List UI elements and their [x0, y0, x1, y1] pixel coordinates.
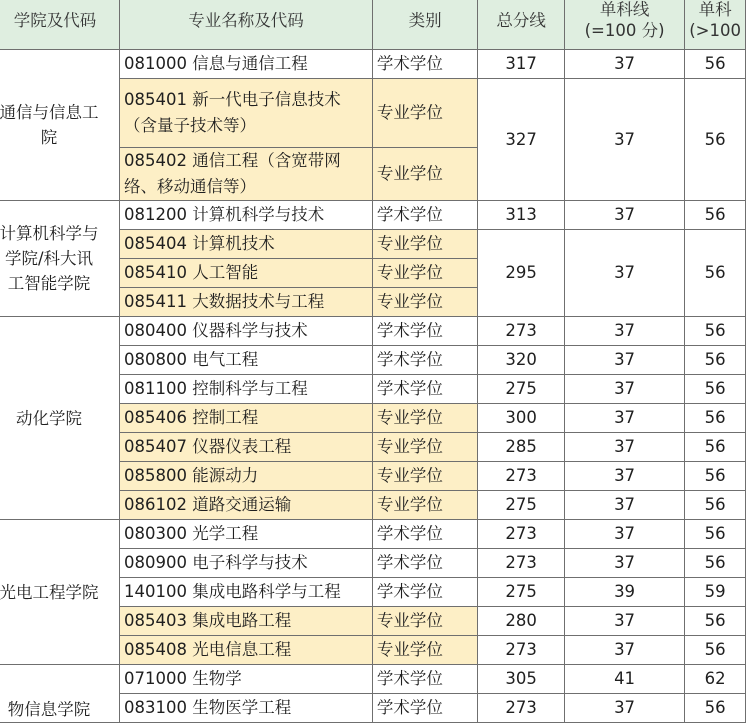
- header-single-b: [685, 0, 746, 50]
- major-cell: 085403 集成电路工程: [120, 607, 373, 636]
- single-b-cell: 56: [685, 520, 746, 549]
- single-b-cell: 62: [685, 665, 746, 694]
- major-cell: 083100 生物医学工程: [120, 694, 373, 723]
- total-score-cell: 305: [478, 665, 565, 694]
- category-cell: 学术学位: [372, 317, 477, 346]
- header-category: 类别: [372, 0, 477, 50]
- major-cell: 080800 电气工程: [120, 346, 373, 375]
- category-cell: 学术学位: [372, 549, 477, 578]
- category-cell: 专业学位: [372, 230, 477, 259]
- header-college: 学院及代码: [0, 0, 120, 50]
- single-a-cell: 37: [564, 201, 684, 230]
- single-b-cell: 56: [685, 491, 746, 520]
- header-single-b-title: 单科: [698, 0, 732, 19]
- single-b-cell: 56: [685, 636, 746, 665]
- college-cell: [0, 201, 120, 317]
- major-cell: 080400 仪器科学与技术: [120, 317, 373, 346]
- category-cell: 专业学位: [372, 636, 477, 665]
- single-a-cell: 37: [564, 230, 684, 317]
- major-cell: 085408 光电信息工程: [120, 636, 373, 665]
- total-score-cell: 280: [478, 607, 565, 636]
- category-cell: 专业学位: [372, 491, 477, 520]
- header-single-a-sub: (=100 分): [584, 21, 665, 40]
- college-name: 动化学院: [16, 408, 82, 428]
- category-cell: 专业学位: [372, 79, 477, 148]
- category-cell: 专业学位: [372, 433, 477, 462]
- total-score-cell: 300: [478, 404, 565, 433]
- total-score-cell: 313: [478, 201, 565, 230]
- total-score-cell: 273: [478, 462, 565, 491]
- single-b-cell: 56: [685, 462, 746, 491]
- single-a-cell: 37: [564, 375, 684, 404]
- table-row: [0, 201, 746, 230]
- single-a-cell: 37: [564, 520, 684, 549]
- total-score-cell: 320: [478, 346, 565, 375]
- single-b-cell: 59: [685, 578, 746, 607]
- header-single-a: [564, 0, 684, 50]
- single-a-cell: 37: [564, 50, 684, 79]
- total-score-cell: 295: [478, 230, 565, 317]
- major-cell: 081000 信息与通信工程: [120, 50, 373, 79]
- total-score-cell: 317: [478, 50, 565, 79]
- total-score-cell: 273: [478, 636, 565, 665]
- single-b-cell: 56: [685, 694, 746, 723]
- single-b-cell: 56: [685, 346, 746, 375]
- college-cell: [0, 665, 120, 723]
- major-cell: 080900 电子科学与技术: [120, 549, 373, 578]
- single-a-cell: 37: [564, 433, 684, 462]
- total-score-cell: 275: [478, 491, 565, 520]
- single-b-cell: 56: [685, 375, 746, 404]
- major-cell: 085404 计算机技术: [120, 230, 373, 259]
- single-a-cell: 37: [564, 79, 684, 201]
- category-cell: 专业学位: [372, 148, 477, 201]
- category-cell: 学术学位: [372, 520, 477, 549]
- total-score-cell: 273: [478, 694, 565, 723]
- single-a-cell: 41: [564, 665, 684, 694]
- category-cell: 专业学位: [372, 607, 477, 636]
- header-single-b-sub: (>100: [689, 21, 741, 40]
- single-a-cell: 37: [564, 346, 684, 375]
- college-cell: [0, 317, 120, 520]
- college-cell: [0, 520, 120, 665]
- single-a-cell: 37: [564, 462, 684, 491]
- single-b-cell: 56: [685, 317, 746, 346]
- table-row: [0, 50, 746, 79]
- single-a-cell: 37: [564, 694, 684, 723]
- major-cell: 085406 控制工程: [120, 404, 373, 433]
- single-a-cell: 37: [564, 491, 684, 520]
- college-name: 通信与信息工 院: [0, 103, 99, 147]
- total-score-cell: 273: [478, 549, 565, 578]
- college-name: 光电工程学院: [0, 582, 99, 602]
- college-name: 计算机科学与 学院/科大讯 工智能学院: [0, 224, 99, 293]
- major-cell: 081200 计算机科学与技术: [120, 201, 373, 230]
- total-score-cell: 285: [478, 433, 565, 462]
- college-name: 物信息学院: [7, 700, 91, 719]
- single-b-cell: 56: [685, 230, 746, 317]
- total-score-cell: 275: [478, 578, 565, 607]
- major-cell: 080300 光学工程: [120, 520, 373, 549]
- major-cell: 085401 新一代电子信息技术（含量子技术等）: [120, 79, 373, 148]
- category-cell: 学术学位: [372, 694, 477, 723]
- major-cell: 071000 生物学: [120, 665, 373, 694]
- category-cell: 专业学位: [372, 462, 477, 491]
- major-cell: 140100 集成电路科学与工程: [120, 578, 373, 607]
- category-cell: 学术学位: [372, 201, 477, 230]
- major-cell: 085410 人工智能: [120, 259, 373, 288]
- total-score-cell: 273: [478, 520, 565, 549]
- single-a-cell: 37: [564, 549, 684, 578]
- major-cell: 085800 能源动力: [120, 462, 373, 491]
- category-cell: 学术学位: [372, 375, 477, 404]
- single-b-cell: 56: [685, 607, 746, 636]
- major-cell: 085402 通信工程（含宽带网络、移动通信等）: [120, 148, 373, 201]
- category-cell: 专业学位: [372, 404, 477, 433]
- category-cell: 专业学位: [372, 259, 477, 288]
- single-a-cell: 37: [564, 404, 684, 433]
- single-b-cell: 56: [685, 50, 746, 79]
- single-b-cell: 56: [685, 433, 746, 462]
- category-cell: 专业学位: [372, 288, 477, 317]
- header-major: 专业名称及代码: [120, 0, 373, 50]
- major-cell: 081100 控制科学与工程: [120, 375, 373, 404]
- major-cell: 085411 大数据技术与工程: [120, 288, 373, 317]
- category-cell: 学术学位: [372, 665, 477, 694]
- single-b-cell: 56: [685, 549, 746, 578]
- total-score-cell: 327: [478, 79, 565, 201]
- category-cell: 学术学位: [372, 346, 477, 375]
- major-cell: 085407 仪器仪表工程: [120, 433, 373, 462]
- table-row: [0, 317, 746, 346]
- single-a-cell: 37: [564, 317, 684, 346]
- total-score-cell: 275: [478, 375, 565, 404]
- major-cell: 086102 道路交通运输: [120, 491, 373, 520]
- college-cell: [0, 50, 120, 201]
- single-a-cell: 37: [564, 636, 684, 665]
- table-row: [0, 665, 746, 694]
- single-b-cell: 56: [685, 404, 746, 433]
- single-b-cell: 56: [685, 201, 746, 230]
- header-single-a-title: 单科线: [599, 0, 650, 19]
- single-b-cell: 56: [685, 79, 746, 201]
- total-score-cell: 273: [478, 317, 565, 346]
- table-row: [0, 520, 746, 549]
- category-cell: 学术学位: [372, 50, 477, 79]
- header-row: [0, 0, 746, 50]
- single-a-cell: 37: [564, 607, 684, 636]
- category-cell: 学术学位: [372, 578, 477, 607]
- single-a-cell: 39: [564, 578, 684, 607]
- header-total: 总分线: [478, 0, 565, 50]
